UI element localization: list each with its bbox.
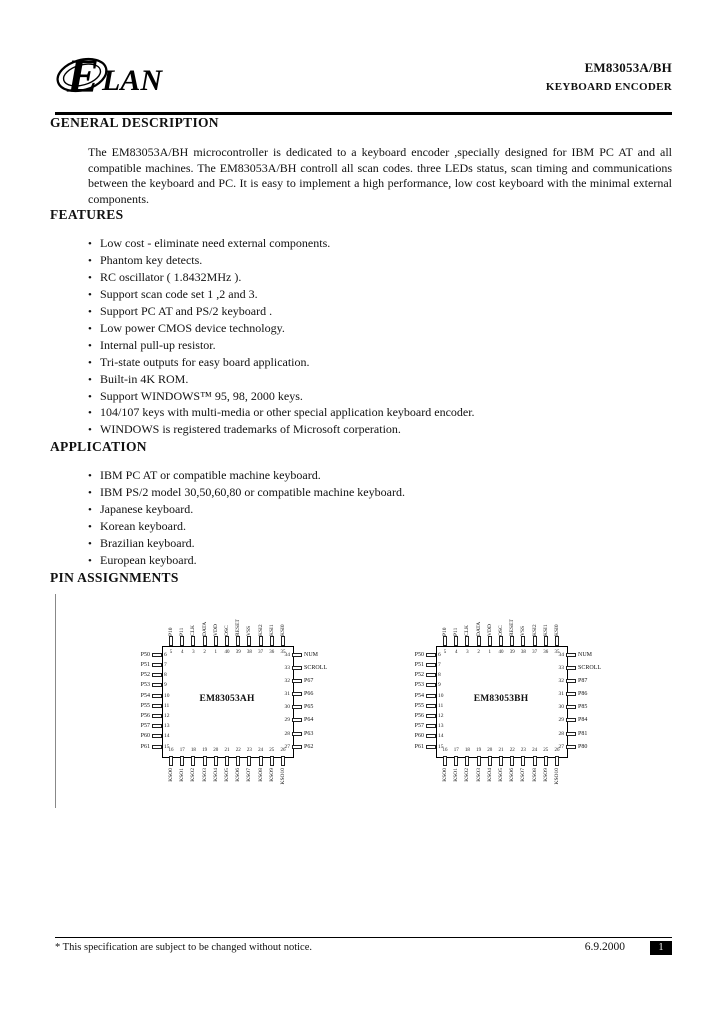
pin-stub <box>152 734 162 738</box>
pin-stub <box>247 756 251 766</box>
pin-label: KSO0 <box>168 767 174 782</box>
pin-number: 33 <box>558 664 564 671</box>
pin-number: 33 <box>284 664 290 671</box>
pin-label: KSI0 <box>554 624 560 636</box>
logo-initial: E <box>67 50 100 103</box>
content <box>50 115 672 808</box>
pin-stub <box>465 756 469 766</box>
header <box>55 44 672 110</box>
pin-number: 8 <box>164 672 167 679</box>
pin-number: 21 <box>498 747 504 753</box>
pin-label: P53 <box>414 682 424 689</box>
pin-stub <box>292 732 302 736</box>
pin-stub <box>555 636 559 646</box>
pin-label: P67 <box>304 677 314 684</box>
feature-item: • Support scan code set 1 ,2 and 3. <box>88 287 672 304</box>
feature-item: • Tri-state outputs for easy board application. <box>88 355 672 372</box>
pin-number: 40 <box>498 649 504 655</box>
pin-label: P52 <box>140 672 150 679</box>
pin-number: 3 <box>192 649 195 655</box>
pin-stub <box>225 756 229 766</box>
pin-stub <box>152 653 162 657</box>
pin-number: 28 <box>558 730 564 737</box>
pin-label: P80 <box>578 743 588 750</box>
pin-label: P84 <box>578 717 588 724</box>
feature-item: • Low power CMOS device technology. <box>88 321 672 338</box>
pin-label: KSO1 <box>453 767 460 782</box>
header-titles <box>546 60 672 93</box>
pin-label: KSI2 <box>531 624 538 636</box>
pin-number: 7 <box>438 661 441 668</box>
pin-number: 24 <box>532 747 538 753</box>
pin-label: P50 <box>140 651 150 658</box>
pin-number: 29 <box>558 717 564 724</box>
pin-number: 38 <box>520 649 526 655</box>
pin-stub <box>426 745 436 749</box>
feature-item: • Internal pull-up resistor. <box>88 338 672 355</box>
pin-stub <box>152 724 162 728</box>
pin-label: KSO1 <box>179 767 186 782</box>
pin-label: VDD <box>212 623 219 636</box>
pin-stub <box>510 756 514 766</box>
pin-number: 4 <box>180 649 184 655</box>
pin-number: 23 <box>246 747 252 753</box>
pin-number: 16 <box>168 747 174 753</box>
pin-number: 19 <box>202 747 208 753</box>
pin-number: 39 <box>509 649 515 655</box>
pin-label: P10 <box>168 627 174 636</box>
pin-stub <box>292 653 302 657</box>
pin-number: 28 <box>284 730 290 737</box>
elan-logo-graphic <box>55 44 175 108</box>
pin-stub <box>281 636 285 646</box>
pin-stub <box>454 756 458 766</box>
pin-label: KSO2 <box>464 767 471 782</box>
pin-label: KSO8 <box>531 767 538 782</box>
pin-stub <box>426 663 436 667</box>
pin-label: KSO9 <box>268 767 275 782</box>
pin-stub <box>426 714 436 718</box>
pin-number: 38 <box>246 649 252 655</box>
pin-label: KSO6 <box>235 767 242 782</box>
pin-number: 17 <box>179 747 185 753</box>
pin-number: 39 <box>235 649 241 655</box>
pin-stub <box>488 756 492 766</box>
pin-stub <box>566 692 576 696</box>
pin-label: P10 <box>442 627 448 636</box>
doc-subtitle: KEYBOARD ENCODER <box>545 81 672 93</box>
feature-item: • Built-in 4K ROM. <box>88 372 672 389</box>
pin-number: 4 <box>454 649 458 655</box>
feature-item: • 104/107 keys with multi-media or other special application keyboard encoder. <box>88 405 672 422</box>
pin-number: 27 <box>558 743 564 750</box>
pin-stub <box>566 718 576 722</box>
pin-stub <box>203 636 207 646</box>
pin-number: 35 <box>280 649 286 655</box>
pin-stub <box>533 756 537 766</box>
pin-stub <box>292 679 302 683</box>
pin-stub <box>544 636 548 646</box>
pin-number: 30 <box>558 704 564 711</box>
footer-rule <box>55 937 672 938</box>
pin-stub <box>465 636 469 646</box>
application-item: • IBM PS/2 model 30,50,60,80 or compatible machine keyboard. <box>88 485 672 502</box>
application-title: APPLICATION <box>50 439 147 455</box>
pin-stub <box>426 724 436 728</box>
pin-label: P51 <box>414 661 424 668</box>
pin-number: 32 <box>558 677 564 684</box>
pin-stub <box>533 636 537 646</box>
pin-number: 10 <box>164 692 170 699</box>
pin-stub <box>443 756 447 766</box>
pin-stub <box>454 636 458 646</box>
pin-stub <box>191 756 195 766</box>
pin-stub <box>169 756 173 766</box>
pin-label: P51 <box>140 661 150 668</box>
pin-number: 31 <box>558 691 564 698</box>
pin-stub <box>566 705 576 709</box>
pin-label: P11 <box>179 627 186 636</box>
pin-number: 5 <box>169 649 173 655</box>
pin-stub <box>555 756 559 766</box>
features-list <box>88 236 672 439</box>
pin-label: KSO3 <box>475 767 482 782</box>
pin-number: 9 <box>438 682 441 689</box>
pin-label: SCROLL <box>304 664 328 671</box>
pin-stub <box>259 636 263 646</box>
application-item: • Korean keyboard. <box>88 519 672 536</box>
logo-rest: LAN <box>102 64 162 97</box>
pin-label: P64 <box>304 717 314 724</box>
pin-stub <box>236 636 240 646</box>
pin-label: P63 <box>304 730 314 737</box>
pin-stub <box>180 636 184 646</box>
pin-stub <box>566 745 576 749</box>
pin-number: 6 <box>164 651 167 658</box>
pin-number: 22 <box>235 747 241 753</box>
pin-stub <box>426 734 436 738</box>
pin-label: OSC <box>224 624 230 636</box>
pin-number: 10 <box>438 692 444 699</box>
feature-item: • RC oscillator ( 1.8432MHz ). <box>88 270 672 287</box>
feature-item: • Low cost - eliminate need external components. <box>88 236 672 253</box>
pin-label: RESET <box>509 618 516 636</box>
pin-assignments-figure <box>55 594 672 808</box>
application-item: • European keyboard. <box>88 553 672 570</box>
pin-number: 34 <box>284 651 290 658</box>
pin-number: 23 <box>520 747 526 753</box>
pin-stub <box>152 694 162 698</box>
pin-assignments-title: PIN ASSIGNMENTS <box>50 569 179 585</box>
pin-label: RESET <box>235 618 242 636</box>
pin-number: 22 <box>509 747 515 753</box>
pin-stub <box>426 704 436 708</box>
pin-label: KSI1 <box>542 624 549 636</box>
pin-number: 27 <box>284 743 290 750</box>
pin-number: 16 <box>442 747 448 753</box>
pin-stub <box>214 756 218 766</box>
pin-number: 2 <box>477 649 480 655</box>
pin-label: KSO5 <box>498 767 504 782</box>
pin-label: KSI1 <box>268 624 275 636</box>
pin-label: P11 <box>453 627 460 636</box>
pin-stub <box>566 732 576 736</box>
pin-number: 5 <box>443 649 447 655</box>
pin-label: P61 <box>414 743 424 750</box>
pin-label: CLK <box>464 624 471 636</box>
pin-label: VSS <box>520 625 527 636</box>
pin-stub <box>499 636 503 646</box>
pin-label: P56 <box>140 713 150 720</box>
footnote: * This specification are subject to be changed without notice. <box>55 942 312 953</box>
pin-number: 14 <box>438 733 444 740</box>
pin-stub <box>292 666 302 670</box>
pin-stub <box>152 673 162 677</box>
page-number: 1 <box>650 941 672 955</box>
elan-logo <box>55 44 175 108</box>
pin-stub <box>499 756 503 766</box>
pin-number: 24 <box>258 747 264 753</box>
pin-label: KSO0 <box>442 767 448 782</box>
pin-number: 20 <box>487 747 493 753</box>
pin-stub <box>566 653 576 657</box>
pin-number: 26 <box>280 747 286 753</box>
pin-stub <box>426 653 436 657</box>
pin-stub <box>443 636 447 646</box>
pin-stub <box>426 694 436 698</box>
pin-number: 7 <box>164 661 167 668</box>
pin-label: KSO7 <box>246 767 253 782</box>
feature-item: • Support PC AT and PS/2 keyboard . <box>88 304 672 321</box>
pin-stub <box>270 756 274 766</box>
pin-stub <box>152 745 162 749</box>
chip-diagram-em83053ah <box>104 600 350 802</box>
pin-stub <box>292 718 302 722</box>
pin-stub <box>488 636 492 646</box>
pin-number: 36 <box>269 649 275 655</box>
pin-number: 36 <box>543 649 549 655</box>
pin-stub <box>259 756 263 766</box>
pin-label: P52 <box>414 672 424 679</box>
pin-label: P65 <box>304 704 314 711</box>
pin-stub <box>191 636 195 646</box>
pin-number: 11 <box>438 702 444 709</box>
pin-stub <box>426 673 436 677</box>
pin-stub <box>566 666 576 670</box>
pin-label: NUM <box>578 651 593 658</box>
pin-stub <box>152 714 162 718</box>
pin-stub <box>225 636 229 646</box>
pin-stub <box>152 683 162 687</box>
pin-label: VSS <box>246 625 253 636</box>
application-item: • IBM PC AT or compatible machine keyboard. <box>88 468 672 485</box>
pin-label: KSO4 <box>212 767 219 782</box>
pin-label: P61 <box>140 743 150 750</box>
pin-label: P54 <box>140 692 150 699</box>
pin-stub <box>169 636 173 646</box>
general-description-body: The EM83053A/BH microcontroller is dedicated to a keyboard encoder ,specially designed for IBM PC AT and all compatible machines. The EM83053A/BH controll all scan codes. three LEDs status, scan timing and communications between the keyboard and PC. It is easy to implement a high performance, low cost keyboard with the minimal external components. <box>88 145 672 206</box>
pin-label: CLK <box>190 624 197 636</box>
application-item: • Brazilian keyboard. <box>88 536 672 553</box>
pin-stub <box>292 745 302 749</box>
pin-stub <box>281 756 285 766</box>
pin-stub <box>236 756 240 766</box>
pin-label: P87 <box>578 677 588 684</box>
pin-stub <box>292 692 302 696</box>
pin-label: KSO4 <box>486 767 493 782</box>
pin-label: P85 <box>578 704 588 711</box>
pin-number: 37 <box>258 649 264 655</box>
pin-number: 19 <box>476 747 482 753</box>
pin-number: 26 <box>554 747 560 753</box>
pin-label: P55 <box>414 702 424 709</box>
application-item: • Japanese keyboard. <box>88 502 672 519</box>
pin-label: P55 <box>140 702 150 709</box>
pin-stub <box>521 756 525 766</box>
pin-label: P56 <box>414 713 424 720</box>
pin-stub <box>152 663 162 667</box>
pin-number: 32 <box>284 677 290 684</box>
pin-stub <box>292 705 302 709</box>
pin-label: KSO3 <box>201 767 208 782</box>
pin-label: KSI2 <box>257 624 264 636</box>
pin-number: 25 <box>269 747 275 753</box>
pin-number: 6 <box>438 651 441 658</box>
footer-date: 6.9.2000 <box>584 941 625 953</box>
chip-name: EM83053BH <box>473 693 529 704</box>
pin-number: 12 <box>164 713 170 720</box>
pin-label: DATA <box>475 621 482 636</box>
pin-number: 18 <box>190 747 196 753</box>
pin-stub <box>180 756 184 766</box>
pin-number: 31 <box>284 691 290 698</box>
pin-label: P53 <box>140 682 150 689</box>
pin-label: P57 <box>414 723 424 730</box>
pin-label: P57 <box>140 723 150 730</box>
pin-stub <box>510 636 514 646</box>
pin-label: KSO5 <box>224 767 230 782</box>
pin-label: SCROLL <box>578 664 602 671</box>
pin-stub <box>214 636 218 646</box>
pin-label: OSC <box>498 624 504 636</box>
pin-stub <box>477 756 481 766</box>
pin-label: KSO7 <box>520 767 527 782</box>
pin-number: 13 <box>438 723 444 730</box>
pin-number: 9 <box>164 682 167 689</box>
pin-number: 21 <box>224 747 230 753</box>
pin-number: 15 <box>164 743 170 750</box>
general-description-title: GENERAL DESCRIPTION <box>50 115 219 130</box>
pin-stub <box>152 704 162 708</box>
pin-stub <box>544 756 548 766</box>
pin-number: 35 <box>554 649 560 655</box>
pin-number: 8 <box>438 672 441 679</box>
feature-item: • Phantom key detects. <box>88 253 672 270</box>
pin-number: 1 <box>488 649 492 655</box>
pin-label: P66 <box>304 691 314 698</box>
pin-label: KSO10 <box>554 767 560 785</box>
pin-number: 25 <box>543 747 549 753</box>
pin-stub <box>270 636 274 646</box>
pin-stub <box>566 679 576 683</box>
pin-label: VDD <box>486 623 493 636</box>
pin-stub <box>203 756 207 766</box>
pin-number: 15 <box>438 743 444 750</box>
pin-label: NUM <box>304 651 319 658</box>
pin-label: P86 <box>578 691 588 698</box>
pin-stub <box>521 636 525 646</box>
pin-number: 30 <box>284 704 290 711</box>
pin-number: 18 <box>464 747 470 753</box>
pin-number: 1 <box>214 649 218 655</box>
features-title: FEATURES <box>50 207 124 223</box>
pin-number: 12 <box>438 713 444 720</box>
pin-number: 11 <box>164 702 170 709</box>
pin-label: KSO6 <box>509 767 516 782</box>
application-list <box>88 468 672 569</box>
pin-label: KSO10 <box>280 767 286 785</box>
feature-item: • Support WINDOWS™ 95, 98, 2000 keys. <box>88 389 672 406</box>
pin-number: 14 <box>164 733 170 740</box>
pin-label: KSO8 <box>257 767 264 782</box>
pin-label: P54 <box>414 692 424 699</box>
pin-number: 29 <box>284 717 290 724</box>
chip-name: EM83053AH <box>199 693 255 704</box>
pin-label: P62 <box>304 743 314 750</box>
pin-number: 13 <box>164 723 170 730</box>
part-number: EM83053A/BH <box>584 60 672 75</box>
feature-item: • WINDOWS is registered trademarks of Microsoft corperation. <box>88 422 672 439</box>
pin-number: 17 <box>453 747 459 753</box>
pin-label: DATA <box>201 621 208 636</box>
pin-label: KSI0 <box>280 624 286 636</box>
pin-label: KSO9 <box>542 767 549 782</box>
pin-stub <box>426 683 436 687</box>
pin-number: 40 <box>224 649 230 655</box>
pin-label: KSO2 <box>190 767 197 782</box>
pin-number: 3 <box>466 649 469 655</box>
pin-number: 34 <box>558 651 564 658</box>
pin-stub <box>247 636 251 646</box>
pin-stub <box>477 636 481 646</box>
pin-label: P60 <box>414 733 424 740</box>
pin-label: P50 <box>414 651 424 658</box>
chip-diagram-em83053bh <box>378 600 624 802</box>
pin-number: 20 <box>213 747 219 753</box>
pin-label: P81 <box>578 730 588 737</box>
pin-label: P60 <box>140 733 150 740</box>
pin-number: 37 <box>532 649 538 655</box>
pin-number: 2 <box>203 649 206 655</box>
